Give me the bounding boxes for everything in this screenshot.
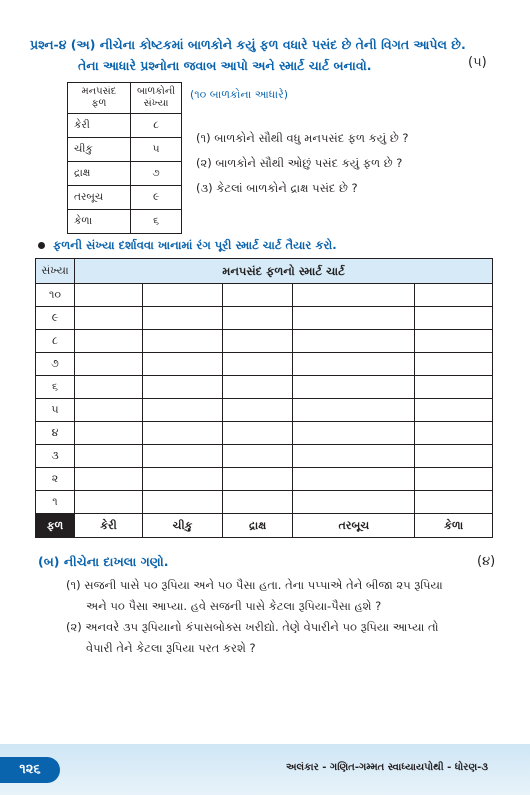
- chart-cell[interactable]: [223, 284, 293, 307]
- chart-cell[interactable]: [293, 468, 415, 491]
- chart-cell[interactable]: [293, 399, 415, 422]
- problem-1-line-2: અને ૫૦ પૈસા આપ્યા. હવે સજની પાસે કેટલા રૂપિયા-પૈસા હશે ?: [86, 599, 382, 613]
- problem-2-line-2: વેપારી તેને કેટલા રૂપિયા પરત કરશે ?: [86, 641, 256, 655]
- chart-cell[interactable]: [415, 307, 493, 330]
- chart-cell[interactable]: [293, 422, 415, 445]
- chart-cell[interactable]: [415, 422, 493, 445]
- y-tick-label: ૧૦: [36, 284, 75, 307]
- chart-cell[interactable]: [143, 491, 223, 514]
- chart-cell[interactable]: [75, 422, 143, 445]
- chart-title: મનપસંદ ફળનો સ્માર્ટ ચાર્ટ: [75, 259, 493, 284]
- chart-cell[interactable]: [143, 445, 223, 468]
- table-row: [68, 162, 182, 186]
- chart-cell[interactable]: [415, 376, 493, 399]
- chart-cell[interactable]: [293, 491, 415, 514]
- chart-cell[interactable]: [143, 307, 223, 330]
- y-axis-header: સંખ્યા: [36, 259, 75, 284]
- chart-cell[interactable]: [293, 353, 415, 376]
- x-axis-header: ફળ: [36, 514, 75, 538]
- fruit-cell: કેળા: [68, 210, 131, 234]
- part-b-marks: (૪): [477, 554, 496, 569]
- chart-cell[interactable]: [293, 445, 415, 468]
- problem-1-line-1: (૧) સજની પાસે ૫૦ રૂપિયા અને ૫૦ પૈસા હતા. તેના પપ્પાએ તેને બીજા ૨૫ રૂપિયા: [66, 578, 443, 592]
- table-row: [68, 114, 182, 138]
- fruit-data-table: [67, 82, 182, 234]
- y-tick-label: ૬: [36, 376, 75, 399]
- chart-row: [36, 307, 493, 330]
- chart-row: [36, 353, 493, 376]
- instruction-text: ફળની સંખ્યા દર્શાવવા ખાનામાં રંગ પૂરી સ્માર્ટ ચાર્ટ તૈયાર કરો.: [53, 238, 337, 252]
- chart-cell[interactable]: [223, 399, 293, 422]
- chart-cell[interactable]: [143, 330, 223, 353]
- chart-row: [36, 491, 493, 514]
- y-tick-label: ૯: [36, 307, 75, 330]
- problem-list: [66, 575, 443, 659]
- chart-cell[interactable]: [415, 468, 493, 491]
- bullet-icon: [38, 242, 45, 249]
- chart-cell[interactable]: [75, 330, 143, 353]
- chart-cell[interactable]: [415, 491, 493, 514]
- count-cell: ૯: [131, 186, 182, 210]
- part-b-title: (બ) નીચેના દાખલા ગણો.: [38, 554, 169, 569]
- chart-cell[interactable]: [223, 307, 293, 330]
- fruit-label: દ્રાક્ષ: [223, 514, 293, 538]
- question-line-2: તેના આધારે પ્રશ્નોના જવાબ આપો અને સ્માર્ટ ચાર્ટ બનાવો.: [78, 58, 372, 73]
- fruit-cell: તરબૂચ: [68, 186, 131, 210]
- count-cell: ૬: [131, 210, 182, 234]
- chart-cell[interactable]: [223, 422, 293, 445]
- table-subheading: (૧૦ બાળકોના આધારે): [190, 88, 289, 101]
- chart-cell[interactable]: [223, 330, 293, 353]
- chart-cell[interactable]: [293, 284, 415, 307]
- chart-row: [36, 399, 493, 422]
- chart-cell[interactable]: [415, 399, 493, 422]
- chart-cell[interactable]: [75, 491, 143, 514]
- y-tick-label: ૮: [36, 330, 75, 353]
- chart-cell[interactable]: [143, 468, 223, 491]
- y-tick-label: ૨: [36, 468, 75, 491]
- y-tick-label: ૭: [36, 353, 75, 376]
- problem-2-line-1: (૨) અનવરે ૩૫ રૂપિયાનો કંપાસબોક્સ ખરીદ્યો. તેણે વેપારીને ૫૦ રૂપિયા આપ્યા તો: [66, 620, 439, 634]
- question-marks: (૫): [468, 55, 487, 70]
- question-list: [196, 126, 408, 201]
- question-item: (૨) બાળકોને સૌથી ઓછું પસંદ કયું ફળ છે ?: [196, 156, 403, 170]
- fruit-cell: ચીકુ: [68, 138, 131, 162]
- smart-chart-grid: [35, 258, 493, 538]
- chart-cell[interactable]: [223, 491, 293, 514]
- chart-cell[interactable]: [75, 376, 143, 399]
- chart-cell[interactable]: [415, 445, 493, 468]
- chart-row: [36, 422, 493, 445]
- chart-cell[interactable]: [415, 353, 493, 376]
- table-row: [68, 210, 182, 234]
- chart-row: [36, 468, 493, 491]
- question-title: [30, 34, 466, 76]
- question-line-1: પ્રશ્ન-૪ (અ) નીચેના કોષ્ટકમાં બાળકોને કયું ફળ વધારે પસંદ છે તેની વિગત આપેલ છે.: [30, 37, 466, 52]
- footer-book-title: અલંકાર - ગણિત-ગમ્મત સ્વાધ્યાયપોથી - ધોરણ-૩: [286, 762, 488, 773]
- chart-row: [36, 330, 493, 353]
- page-number: ૧૨૬: [0, 757, 60, 783]
- y-tick-label: ૪: [36, 422, 75, 445]
- question-item: (૩) કેટલાં બાળકોને દ્રાક્ષ પસંદ છે ?: [196, 181, 358, 195]
- chart-row: [36, 445, 493, 468]
- fruit-cell: કેરી: [68, 114, 131, 138]
- table-header-count: બાળકોની સંખ્યા: [131, 83, 182, 114]
- y-tick-label: ૩: [36, 445, 75, 468]
- chart-cell[interactable]: [75, 284, 143, 307]
- chart-cell[interactable]: [75, 445, 143, 468]
- table-header-fruit: મનપસંદ ફળ: [68, 83, 131, 114]
- chart-cell[interactable]: [293, 307, 415, 330]
- count-cell: ૫: [131, 138, 182, 162]
- fruit-label: ચીકુ: [143, 514, 223, 538]
- count-cell: ૭: [131, 162, 182, 186]
- chart-cell[interactable]: [143, 353, 223, 376]
- chart-cell[interactable]: [293, 376, 415, 399]
- chart-cell[interactable]: [415, 330, 493, 353]
- chart-cell[interactable]: [75, 468, 143, 491]
- chart-row: [36, 376, 493, 399]
- chart-cell[interactable]: [75, 307, 143, 330]
- chart-cell[interactable]: [75, 399, 143, 422]
- table-row: [68, 186, 182, 210]
- chart-cell[interactable]: [223, 468, 293, 491]
- chart-cell[interactable]: [223, 376, 293, 399]
- chart-cell[interactable]: [143, 422, 223, 445]
- chart-cell[interactable]: [415, 284, 493, 307]
- fruit-label: તરબૂચ: [293, 514, 415, 538]
- chart-cell[interactable]: [75, 353, 143, 376]
- chart-cell[interactable]: [223, 353, 293, 376]
- chart-cell[interactable]: [143, 284, 223, 307]
- fruit-label: કેરી: [75, 514, 143, 538]
- table-row: [68, 138, 182, 162]
- count-cell: ૮: [131, 114, 182, 138]
- chart-cell[interactable]: [143, 399, 223, 422]
- chart-cell[interactable]: [223, 445, 293, 468]
- chart-cell[interactable]: [143, 376, 223, 399]
- fruit-label: કેળા: [415, 514, 493, 538]
- fruit-cell: દ્રાક્ષ: [68, 162, 131, 186]
- question-item: (૧) બાળકોને સૌથી વધુ મનપસંદ ફળ કયું છે ?: [196, 131, 409, 145]
- chart-cell[interactable]: [293, 330, 415, 353]
- y-tick-label: ૫: [36, 399, 75, 422]
- y-tick-label: ૧: [36, 491, 75, 514]
- chart-row: [36, 284, 493, 307]
- chart-instruction: [38, 238, 337, 253]
